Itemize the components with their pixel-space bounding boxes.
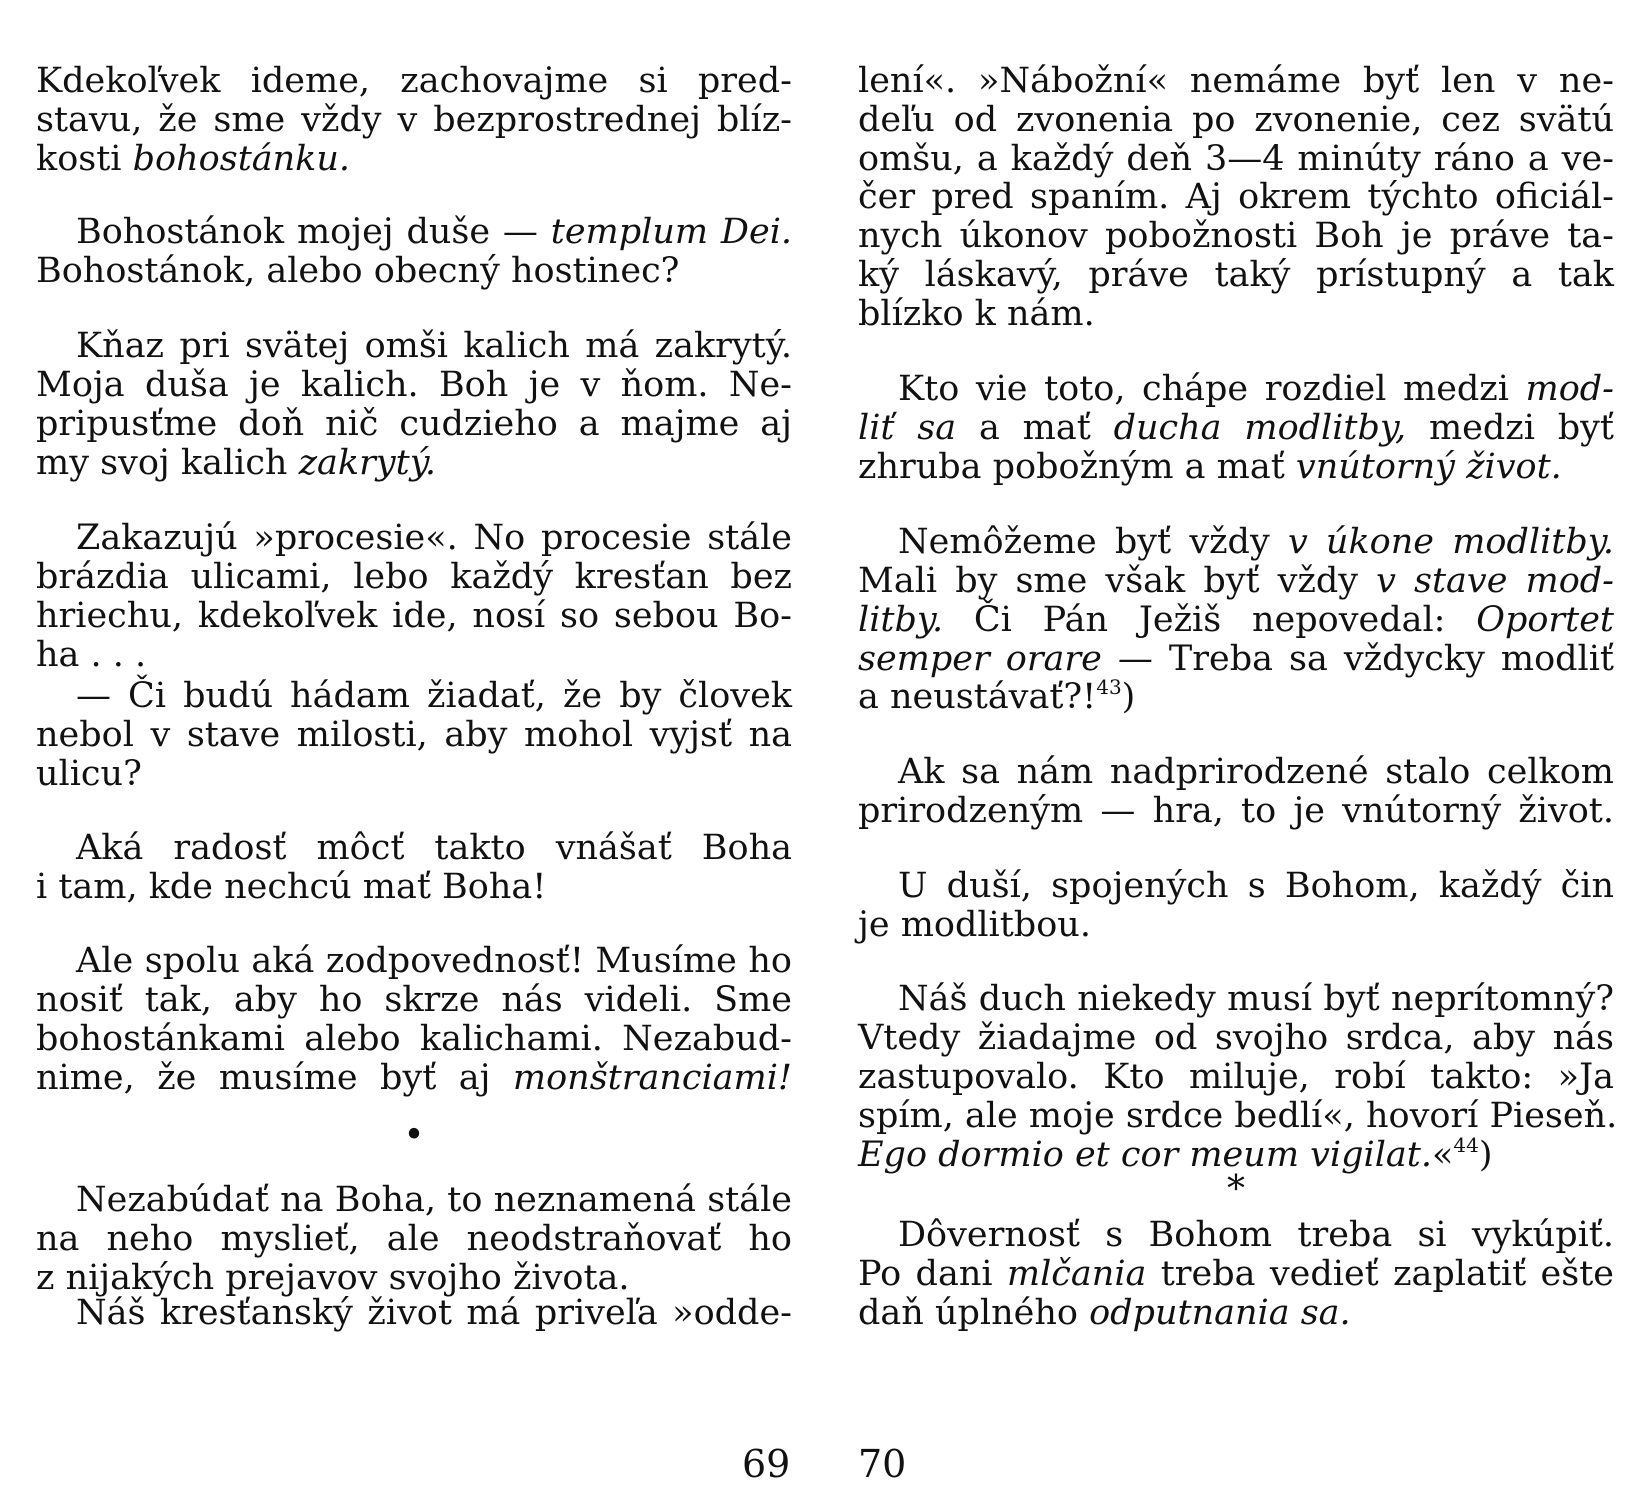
text-line: Aká radosť môcť takto vnášať Boha [76, 828, 792, 868]
text-line: omšu, a každý deň 3—4 minúty ráno a ve- [858, 139, 1614, 179]
text-line: Mali by sme však byť vždy v stave mod- [858, 561, 1614, 601]
text-line: Zakazujú »procesie«. No procesie stále [76, 518, 792, 558]
text-line: zhruba pobožným a mať vnútorný život. [858, 447, 1562, 487]
text-line: hriechu, kdekoľvek ide, nosí so sebou Bo- [36, 596, 792, 636]
text-line: Po dani mlčania treba vedieť zaplatiť ešte [858, 1254, 1614, 1294]
text-line: ulicu? [36, 754, 142, 794]
text-line: na neho myslieť, ale neodstraňovať ho [36, 1219, 792, 1259]
text-line: kosti bohostánku. [36, 139, 351, 179]
text-line: daň úplného odputnania sa. [858, 1293, 1351, 1333]
text-line: nebol v stave milosti, aby mohol vyjsť na [36, 715, 792, 755]
text-line: spím, ale moje srdce bedlí«, hovorí Pieseň. [858, 1096, 1618, 1136]
text-line: Bohostánok, alebo obecný hostinec? [36, 251, 680, 291]
text-line: Kto vie toto, chápe rozdiel medzi mod- [898, 369, 1614, 409]
text-line: Ale spolu aká zodpovednosť! Musíme ho [76, 941, 792, 981]
text-line: liť sa a mať ducha modlitby, medzi byť [858, 408, 1614, 448]
text-line: Ego dormio et cor meum vigilat.«$^{44}$) [858, 1133, 1493, 1175]
text-line: deľu od zvonenia po zvonenie, cez svätú [858, 100, 1614, 140]
text-line: brázdia ulicami, lebo každý kresťan bez [36, 557, 792, 597]
right-page [858, 0, 1618, 1500]
text-line: i tam, kde nechcú mať Boha! [36, 867, 547, 907]
footnote-ref: 43 [1096, 675, 1122, 699]
text-line: nosiť tak, aby ho skrze nás videli. Sme [36, 980, 792, 1020]
text-line: blízko k nám. [858, 294, 1095, 334]
text-line: pripusťme doň nič cudzieho a majme aj [36, 404, 792, 444]
text-line: prirodzeným — hra, to je vnútorný život. [858, 791, 1614, 831]
text-line: čer pred spaním. Aj okrem týchto oficiál- [858, 177, 1614, 217]
text-line: Náš kresťanský život má priveľa »odde- [76, 1293, 792, 1333]
left-page [36, 0, 792, 1500]
footnote-ref: 44 [1453, 1133, 1479, 1157]
text-line: Náš duch niekedy musí byť neprítomný? [898, 979, 1614, 1019]
text-line: semper orare — Treba sa vždycky modliť [858, 639, 1614, 679]
text-line: z nijakých prejavov svojho života. [36, 1258, 630, 1298]
text-line: lení«. »Nábožní« nemáme byť len v ne- [858, 61, 1614, 101]
text-line: Nemôžeme byť vždy v úkone modlitby. [898, 522, 1614, 562]
text-line: Kdekoľvek ideme, zachovajme si pred- [36, 61, 792, 101]
text-line: stavu, že sme vždy v bezprostrednej blíz- [36, 100, 792, 140]
text-line: Bohostánok mojej duše — templum Dei. [76, 212, 793, 252]
text-line: a neustávať?!$^{43}$) [858, 675, 1136, 717]
text-line: litby. Či Pán Ježiš nepovedal: Oportet [858, 600, 1614, 640]
page-number-left: 69 [742, 1442, 791, 1486]
text-line: — Či budú hádam žiadať, že by človek [76, 676, 792, 716]
text-line: Kňaz pri svätej omši kalich má zakrytý. [76, 326, 792, 366]
text-line: nime, že musíme byť aj monštranciami! [36, 1058, 792, 1098]
text-line: Moja duša je kalich. Boh je v ňom. Ne- [36, 365, 792, 405]
section-separator: • [403, 1115, 425, 1156]
text-line: je modlitbou. [858, 905, 1091, 945]
text-line: Vtedy žiadajme od svojho srdca, aby nás [858, 1018, 1614, 1058]
text-line: U duší, spojených s Bohom, každý čin [898, 866, 1614, 906]
text-line: nych úkonov pobožnosti Boh je práve ta- [858, 216, 1614, 256]
text-line: ha . . . [36, 635, 147, 675]
page-number-right: 70 [858, 1442, 907, 1486]
text-line: bohostánkami alebo kalichami. Nezabud- [36, 1019, 792, 1059]
text-line: Dôvernosť s Bohom treba si vykúpiť. [898, 1215, 1614, 1255]
text-line: Nezabúdať na Boha, to neznamená stále [76, 1180, 792, 1220]
text-line: my svoj kalich zakrytý. [36, 443, 436, 483]
text-line: zastupovalo. Kto miluje, robí takto: »Ja [858, 1057, 1614, 1097]
text-line: Ak sa nám nadprirodzené stalo celkom [898, 752, 1614, 792]
section-separator: * [1227, 1169, 1245, 1210]
text-line: ký láskavý, práve taký prístupný a tak [858, 255, 1614, 295]
